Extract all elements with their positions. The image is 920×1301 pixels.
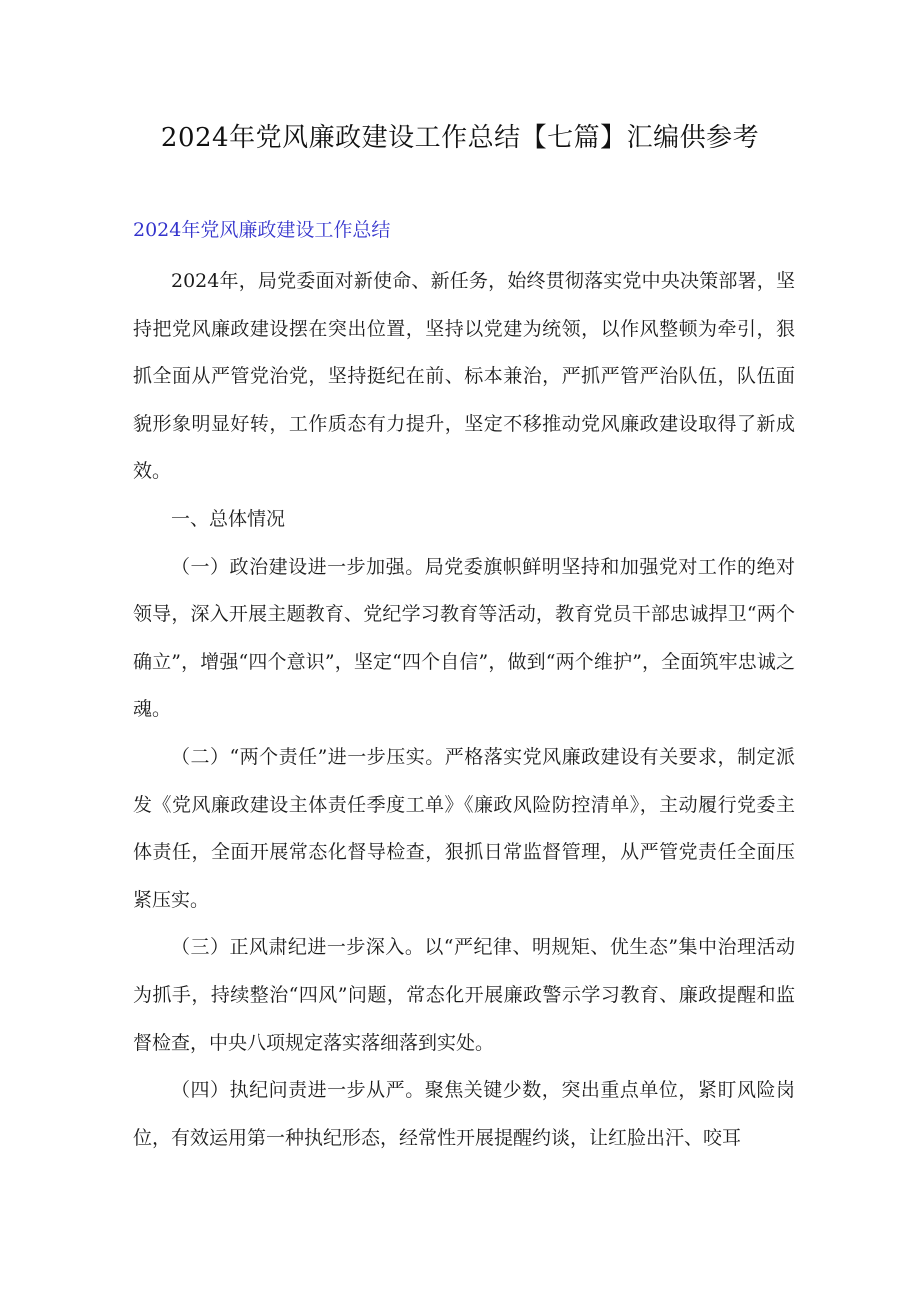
paragraph-heading-overview: 一、总体情况 [171, 507, 286, 530]
document-body [133, 258, 795, 1162]
paragraph-intro: 2024年，局党委面对新使命、新任务，始终贯彻落实党中央决策部署，坚持把党风廉政建设摆在突出位置，坚持以党建为统领，以作风整顿为牵引，狠抓全面从严管党治党，坚持挺纪在前、标本兼治，严抓严管严治队伍，队伍面貌形象明显好转，工作质态有力提升，坚定不移推动党风廉政建设取得了新成效。 [133, 270, 795, 483]
paragraph-accountability: （四）执纪问责进一步从严。聚焦关键少数，突出重点单位，紧盯风险岗位，有效运用第一种执纪形态，经常性开展提醒约谈，让红脸出汗、咬耳 [133, 1079, 795, 1149]
paragraph-political-building: （一）政治建设进一步加强。局党委旗帜鲜明坚持和加强党对工作的绝对领导，深入开展主题教育、党纪学习教育等活动，教育党员干部忠诚捍卫“两个确立”，增强“四个意识”，坚定“四个自信”，做到“两个维护”，全面筑牢忠诚之魂。 [133, 555, 795, 721]
section-heading: 2024年党风廉政建设工作总结 [133, 219, 391, 241]
document-title: 2024年党风廉政建设工作总结【七篇】汇编供参考 [160, 123, 760, 153]
paragraph-discipline: （三）正风肃纪进一步深入。以“严纪律、明规矩、优生态”集中治理活动为抓手，持续整治“四风”问题，常态化开展廉政警示学习教育、廉政提醒和监督检查，中央八项规定落实落细落到实处。 [133, 936, 795, 1054]
paragraph-two-responsibilities: （二）“两个责任”进一步压实。严格落实党风廉政建设有关要求，制定派发《党风廉政建设主体责任季度工单》《廉政风险防控清单》，主动履行党委主体责任，全面开展常态化督导检查，狠抓日常监督管理，从严管党责任全面压紧压实。 [133, 745, 795, 911]
